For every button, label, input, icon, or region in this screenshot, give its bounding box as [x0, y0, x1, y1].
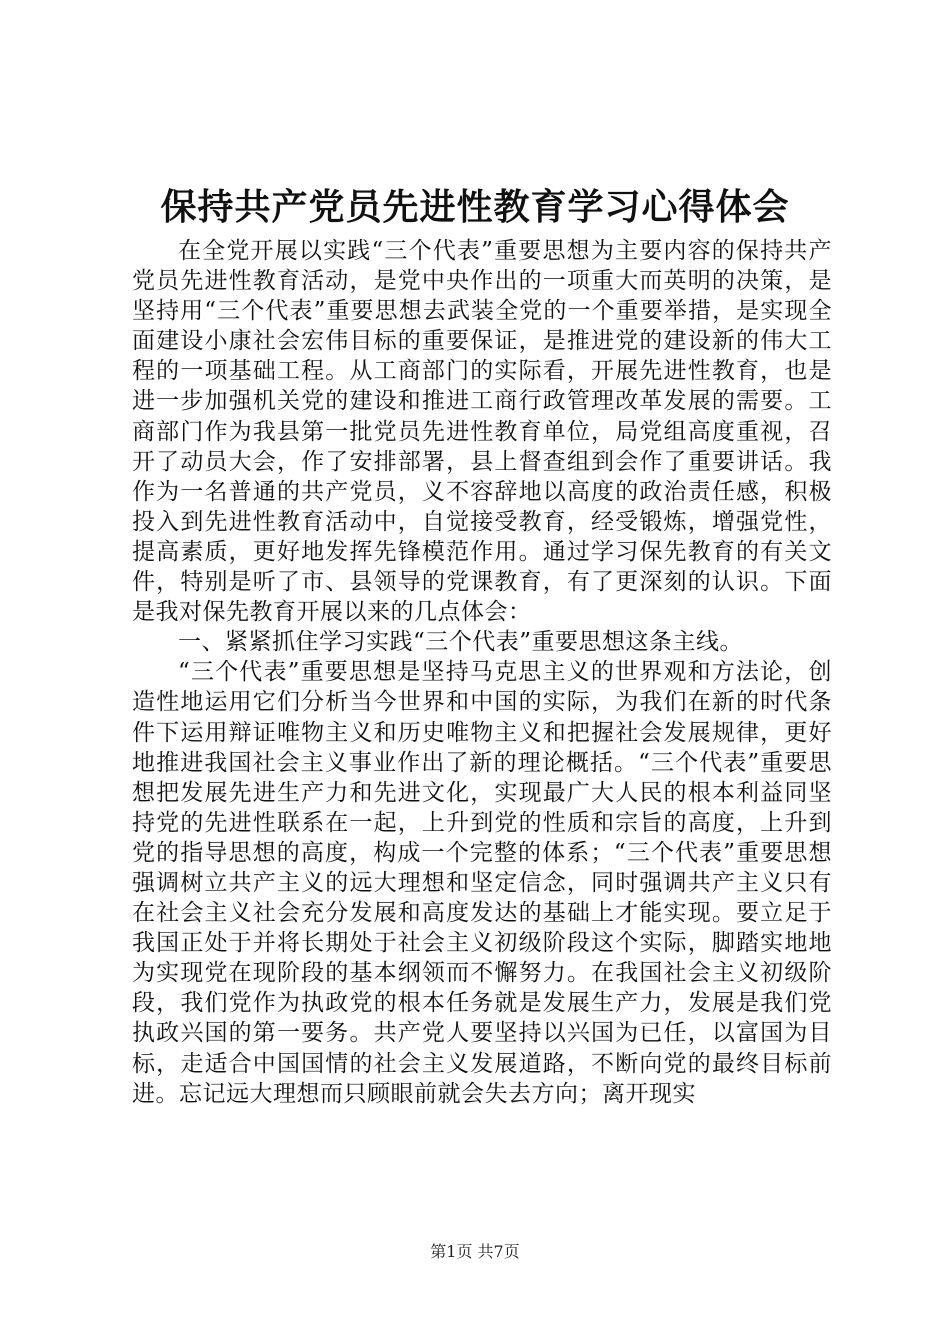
paragraph-section-heading: 一、紧紧抓住学习实践“三个代表”重要思想这条主线。 [178, 629, 744, 656]
paragraph-intro: 在全党开展以实践“三个代表”重要思想为主要内容的保持共产党员先进性教育活动，是党中央作出的一项重大而英明的决策，是坚持用“三个代表”重要思想去武装全党的一个重要举措，是实现全面建设小康社会宏伟目标的重要保证，是推进党的建设新的伟大工程的一项基础工程。从工商部门的实际看，开展先进性教育，也是进一步加强机关党的建设和推进工商行政管理改革发展的需要。工商部门作为我县第一批党员先进性教育单位，局党组高度重视，召开了动员大会，作了安排部署，县上督查组到会作了重要讲话。我作为一名普通的共产党员，义不容辞地以高度的政治责任感，积极投入到先进性教育活动中，自觉接受教育，经受锻炼，增强党性，提高素质，更好地发挥先锋模范作用。通过学习保先教育的有关文件，特别是听了市、县领导的党课教育，有了更深刻的认识。下面是我对保先教育开展以来的几点体会： [132, 238, 832, 626]
document-body [132, 236, 832, 1109]
document-title: 保持共产党员先进性教育学习心得体会 [160, 187, 790, 228]
paragraph-three-represents: “三个代表”重要思想是坚持马克思主义的世界观和方法论，创造性地运用它们分析当今世界和中国的实际，为我们在新的时代条件下运用辩证唯物主义和历史唯物主义和把握社会发展规律，更好地推进我国社会主义事业作出了新的理论概括。“三个代表”重要思想把发展先进生产力和先进文化，实现最广大人民的根本利益同坚持党的先进性联系在一起，上升到党的性质和宗旨的高度，上升到党的指导思想的高度，构成一个完整的体系；“三个代表”重要思想强调树立共产主义的远大理想和坚定信念，同时强调共产主义只有在社会主义社会充分发展和高度发达的基础上才能实现。要立足于我国正处于并将长期处于社会主义初级阶段这个实际，脚踏实地地为实现党在现阶段的基本纲领而不懈努力。在我国社会主义初级阶段，我们党作为执政党的根本任务就是发展生产力，发展是我们党执政兴国的第一要务。共产党人要坚持以兴国为已任，以富国为目标，走适合中国国情的社会主义发展道路，不断向党的最终目标前进。忘记远大理想而只顾眼前就会失去方向；离开现实 [132, 659, 832, 1107]
page-number-footer: 第1页 共7页 [430, 1242, 520, 1261]
